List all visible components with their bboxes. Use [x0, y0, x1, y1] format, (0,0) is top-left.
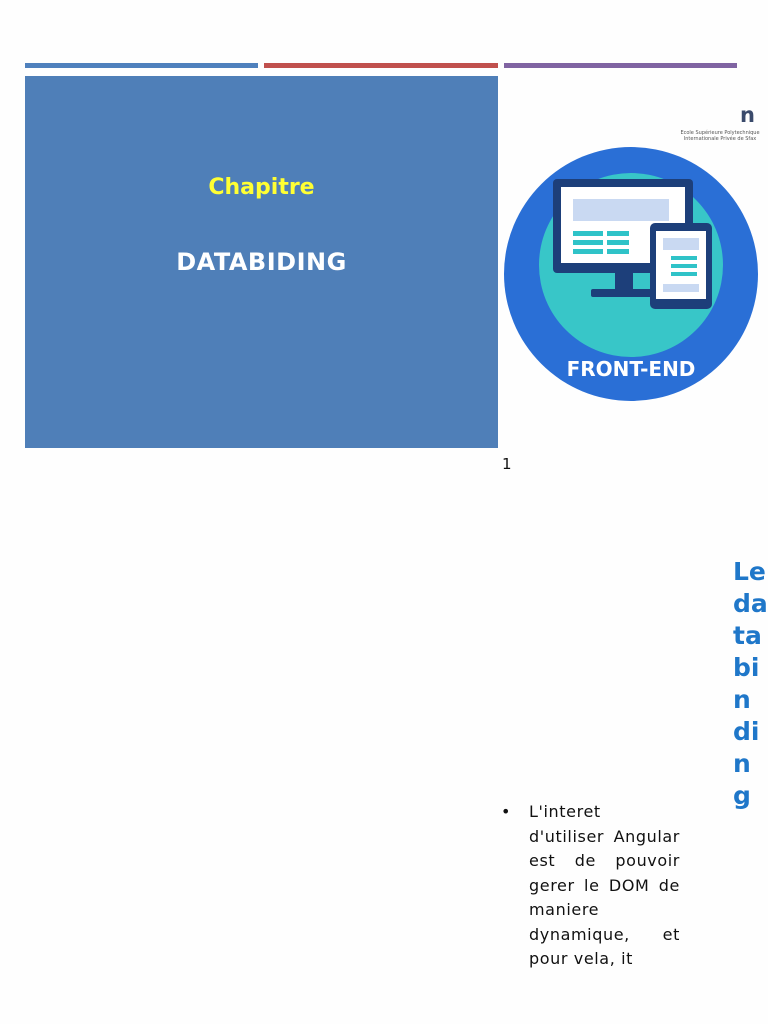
header-bar-blue	[25, 63, 258, 68]
school-logo-caption: Ecole Supérieure Polytechnique Internationale Privée de Sfax	[680, 130, 760, 142]
title-panel	[25, 76, 498, 448]
section-title: Le databinding	[733, 557, 768, 810]
bullet-list	[498, 800, 680, 972]
chapter-label: Chapitre	[208, 175, 315, 200]
school-logo: n	[740, 103, 755, 127]
bullet-text: L'interet d'utiliser Angular est de pouvoir gerer le DOM de maniere dynamique, et pour vela, it	[529, 802, 680, 968]
list-item	[498, 800, 680, 972]
header-bar-purple	[504, 63, 737, 68]
page-number: 1	[502, 455, 512, 473]
bullet-icon: •	[501, 802, 512, 821]
chapter-title: DATABIDING	[176, 248, 347, 276]
front-end-label: FRONT-END	[566, 357, 696, 381]
header-bar-red	[264, 63, 498, 68]
